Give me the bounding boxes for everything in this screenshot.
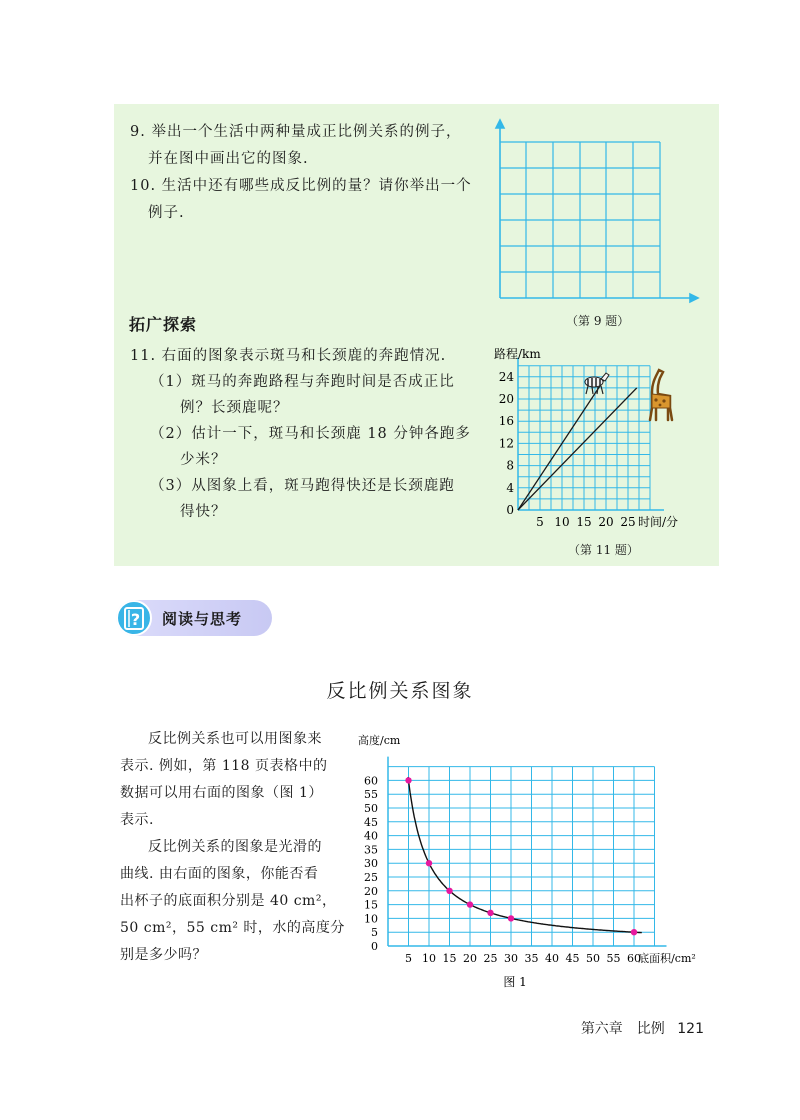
data-point	[426, 860, 432, 866]
x-tick-label: 30	[504, 952, 518, 965]
question-book-icon	[116, 600, 152, 636]
data-point	[405, 777, 411, 783]
chapter-label: 第六章 比例	[580, 1021, 665, 1037]
curve	[408, 777, 642, 933]
svg-text:?: ?	[130, 610, 141, 629]
x-tick-label: 5	[536, 515, 544, 529]
y-tick-label: 24	[498, 369, 514, 384]
question-11-item-3-line-1: （3）从图象上看，斑马跑得快还是长颈鹿跑	[150, 478, 455, 494]
inverse-proportion-chart	[352, 728, 722, 992]
x-tick-label: 35	[524, 952, 539, 965]
article-paragraph-1-line-3: 数据可以用右面的图象（图 1）	[120, 785, 323, 801]
x-tick-label: 15	[576, 515, 592, 529]
data-point	[508, 915, 514, 921]
y-tick-label: 35	[364, 843, 378, 857]
x-tick-label: 40	[545, 952, 559, 965]
article-paragraph-1-line-1: 反比例关系也可以用图象来	[148, 731, 322, 747]
y-tick-label: 20	[498, 392, 514, 406]
y-tick-label: 15	[364, 898, 378, 912]
zebra-head	[601, 373, 609, 381]
article-paragraph-2-line-3: 出杯子的底面积分别是 40 cm²，	[120, 893, 337, 909]
question-9-line-1: 9. 举出一个生活中两种量成正比例关系的例子，	[130, 124, 462, 140]
y-tick-label: 40	[364, 829, 378, 843]
question-11-stem: 11. 右面的图象表示斑马和长颈鹿的奔跑情况.	[130, 348, 447, 364]
y-tick-label: 16	[498, 414, 514, 429]
y-tick-label: 12	[498, 436, 514, 451]
reading-banner	[116, 600, 272, 636]
x-tick-label: 5	[405, 952, 412, 965]
blank-grid-figure	[492, 118, 704, 308]
figure-11-caption: （第 11 题）	[568, 543, 639, 557]
y-tick-label: 45	[364, 815, 378, 829]
data-point	[487, 910, 493, 916]
figure-1-caption: 图 1	[503, 975, 527, 989]
article-paragraph-2-line-2: 曲线. 由右面的图象，你能否看	[120, 866, 319, 882]
y-tick-label: 60	[364, 774, 378, 788]
data-point	[446, 888, 452, 894]
page-footer	[581, 1018, 704, 1038]
series-line	[518, 388, 637, 510]
x-tick-label: 55	[606, 952, 621, 965]
y-tick-label: 8	[506, 458, 514, 473]
x-tick-label: 15	[442, 952, 457, 965]
y-tick-label: 4	[506, 480, 514, 495]
giraffe-spot	[662, 399, 665, 402]
article-paragraph-1-line-4: 表示.	[120, 812, 154, 828]
y-tick-label: 50	[364, 802, 378, 815]
question-11-item-1-line-2: 例？长颈鹿呢？	[180, 400, 289, 416]
article-paragraph-1-line-2: 表示. 例如，第 118 页表格中的	[120, 758, 328, 774]
question-11-item-1-line-1: （1）斑马的奔跑路程与奔跑时间是否成正比	[150, 374, 455, 390]
question-11-item-2-line-1: （2）估计一下，斑马和长颈鹿 18 分钟各跑多	[150, 426, 471, 442]
figure-9-caption: （第 9 题）	[566, 314, 630, 328]
giraffe-spot	[654, 398, 657, 401]
data-point	[631, 929, 637, 935]
x-tick-label: 45	[565, 952, 580, 965]
question-11-item-2-line-2: 少米？	[180, 452, 227, 468]
x-tick-label: 10	[554, 515, 570, 529]
y-tick-label: 20	[364, 884, 378, 898]
x-tick-label: 25	[483, 952, 498, 965]
y-tick-label: 55	[364, 788, 378, 802]
article-paragraph-2-line-4: 50 cm²，55 cm² 时，水的高度分	[120, 920, 345, 936]
y-tick-label: 25	[364, 871, 378, 884]
x-axis-label: 底面积/cm²	[638, 952, 696, 965]
giraffe-icon	[650, 370, 672, 420]
x-tick-label: 20	[598, 515, 614, 529]
banner-label: 阅读与思考	[162, 610, 243, 628]
zebra-icon	[585, 373, 609, 394]
article-paragraph-2-line-5: 别是多少吗？	[120, 947, 207, 963]
giraffe-spot	[659, 404, 662, 407]
question-10-line-2: 例子.	[148, 205, 185, 221]
y-tick-label: 5	[371, 926, 378, 940]
page-number: 121	[677, 1021, 704, 1037]
x-tick-label: 50	[586, 952, 600, 965]
x-tick-label: 20	[463, 952, 477, 965]
question-11-item-3-line-2: 得快？	[180, 504, 227, 520]
y-axis-label: 高度/cm	[358, 734, 401, 747]
article-paragraph-2-line-1: 反比例关系的图象是光滑的	[148, 839, 322, 855]
x-tick-label: 25	[620, 515, 636, 529]
x-tick-label: 10	[422, 952, 436, 965]
x-tick-label: 60	[627, 952, 641, 965]
running-chart	[482, 340, 708, 540]
y-tick-label: 0	[371, 940, 378, 953]
data-point	[467, 901, 473, 907]
y-tick-label: 10	[364, 912, 378, 926]
question-9-line-2: 并在图中画出它的图象.	[148, 151, 309, 167]
section-title: 拓广探索	[129, 315, 198, 334]
y-axis-label: 路程/km	[494, 347, 541, 361]
y-tick-label: 30	[364, 857, 378, 871]
x-axis-label: 时间/分	[638, 515, 679, 529]
y-tick-label: 0	[506, 503, 514, 517]
question-10-line-1: 10. 生活中还有哪些成反比例的量？请你举出一个	[130, 178, 472, 194]
article-title: 反比例关系图象	[326, 680, 474, 702]
